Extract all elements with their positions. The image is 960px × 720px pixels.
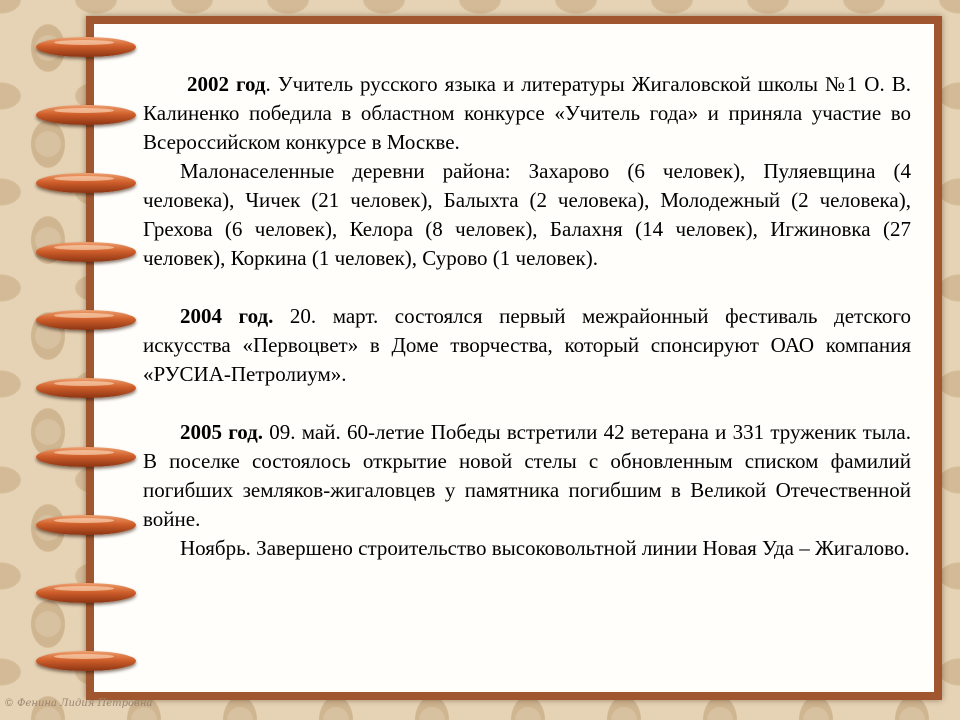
paragraph-text: 09. май. 60-летие Победы встретили 42 ветерана и 331 труженик тыла. В поселке состоялось открытие новой стелы с обновленным списком фамилий погибших земляков-жигаловцев у памятника погибшим в Великой Отечественной войне.: [143, 420, 912, 531]
paragraph-text: Малонаселенные деревни района: Захарово (6 человек), Пуляевщина (4 человека), Чичек (21 человек), Балыхта (2 человека), Молодежный (2 человека), Грехова (6 человек), Келора (8 человек), Балахня (14 человек), Игжиновка (27 человек), Коркина (1 человек), Сурово (1 человек).: [143, 159, 911, 270]
binder-ring: [36, 447, 136, 467]
binder-ring: [36, 651, 136, 671]
binder-ring: [36, 515, 136, 535]
paragraph-2005: [143, 418, 911, 534]
binder-ring: [36, 37, 136, 57]
binder-ring: [36, 173, 136, 193]
year-heading: 2005 год.: [180, 420, 264, 444]
paragraph-november: [143, 534, 911, 563]
paragraph-text: Ноябрь. Завершено строительство высоковольтной линии Новая Уда – Жигалово.: [180, 536, 910, 560]
paragraph-text: 20. март. состоялся первый межрайонный фестиваль детского искусства «Первоцвет» в Доме творчества, который спонсируют ОАО компания «РУСИА-Петролиум».: [143, 304, 911, 386]
paragraph-2004: [143, 302, 911, 389]
paragraph-villages: [143, 157, 911, 273]
binder-ring: [36, 242, 136, 262]
year-heading: 2004 год.: [180, 304, 274, 328]
binder-ring: [36, 378, 136, 398]
history-text: [143, 70, 911, 563]
binder-ring: [36, 583, 136, 603]
binder-ring: [36, 105, 136, 125]
paragraph-text: . Учитель русского языка и литературы Жигаловской школы №1 О. В. Калиненко победила в областном конкурсе «Учитель года» и приняла участие во Всероссийском конкурсе в Москве.: [143, 72, 911, 154]
binder-ring: [36, 310, 136, 330]
year-heading: 2002 год: [187, 72, 266, 96]
paragraph-2002: [143, 70, 911, 157]
author-watermark: © Фенина Лидия Петровна: [4, 698, 153, 709]
